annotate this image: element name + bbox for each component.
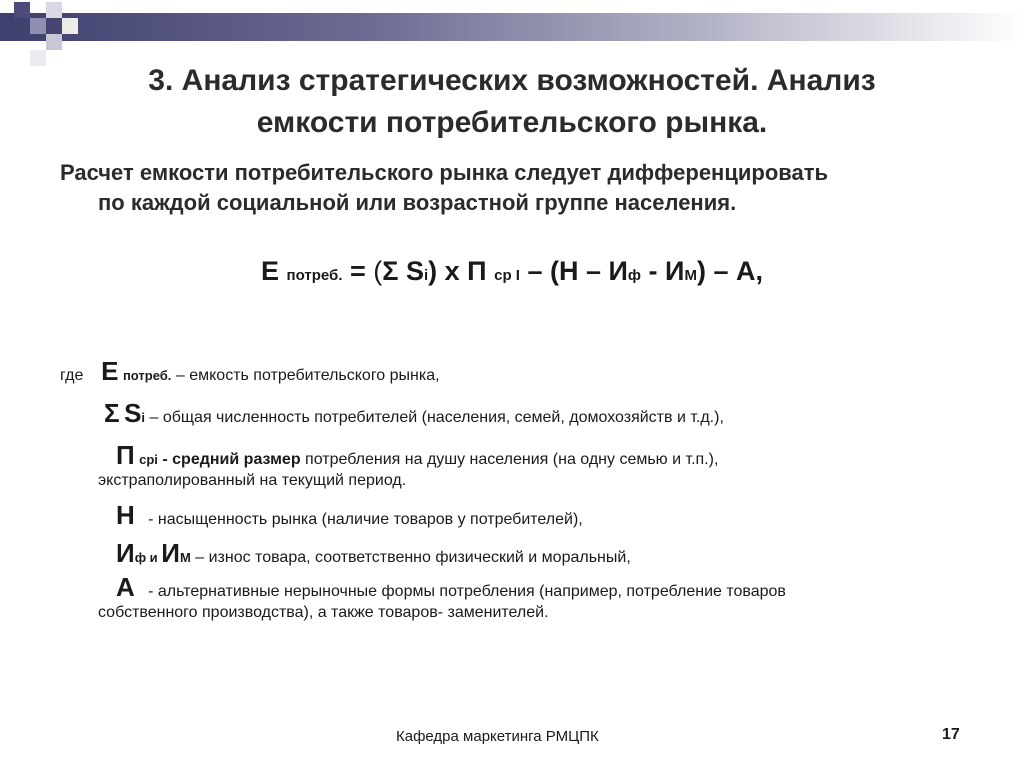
def-s-sigma: Σ [104, 398, 120, 428]
def-i-sub1: ф [134, 550, 147, 565]
decor-square [46, 2, 62, 18]
def-a-text2: собственного производства), а также товаров- заменителей. [98, 604, 549, 621]
decor-square [30, 50, 46, 66]
def-p-sub: срi [139, 452, 158, 467]
formula-m-sub: М [684, 267, 697, 284]
def-i-symbol1: И [116, 538, 135, 568]
formula-open: ( [373, 256, 383, 286]
def-p-bold: - средний размер [157, 451, 301, 468]
formula-tail: ) – [696, 256, 736, 286]
def-e-sub: потреб. [122, 368, 172, 383]
def-e-symbol: Е [101, 356, 119, 386]
def-i-and: и [146, 550, 162, 565]
def-a-cont [98, 604, 549, 622]
def-a-symbol: А [116, 572, 135, 602]
def-p-text: потребления на душу населения (на одну семью и т.п.), [300, 451, 719, 468]
def-s-sub: i [141, 410, 146, 425]
lead-paragraph [60, 158, 980, 218]
title-line-2: емкости потребительского рынка. [256, 106, 768, 139]
decor-square [14, 2, 30, 18]
formula-eq: = [350, 256, 374, 286]
formula-e-sub: потреб. [286, 267, 343, 284]
slide-title [60, 60, 964, 144]
def-e [60, 356, 440, 387]
def-i-symbol2: И [161, 538, 180, 568]
lead-line-2: по каждой социальной или возрастной группе населения. [98, 190, 737, 215]
lead-line-1: Расчет емкости потребительского рынка следует дифференцировать [60, 160, 829, 185]
formula-h-open: (Н – И [550, 256, 628, 286]
top-decor-band [0, 13, 1024, 41]
decor-square [62, 18, 78, 34]
title-line-1: 3. Анализ стратегических возможностей. Анализ [148, 64, 876, 97]
def-h-symbol: Н [116, 500, 135, 530]
def-p [116, 440, 718, 471]
def-e-prefix: где [60, 367, 84, 384]
formula-minus-i: - И [641, 256, 685, 286]
formula-close-x: ) х П [428, 256, 487, 286]
formula-f-sub: ф [627, 267, 642, 284]
def-p-text2: экстраполированный на текущий период. [98, 472, 407, 489]
def-e-text: – емкость потребительского рынка, [171, 367, 440, 384]
def-p-symbol: П [116, 440, 135, 470]
def-i-text: – износ товара, соответственно физический и моральный, [190, 549, 631, 566]
def-h [116, 500, 583, 531]
formula-s-sub: i [424, 267, 429, 284]
formula-e: Е [261, 256, 280, 286]
def-a-text: - альтернативные нерыночные формы потребления (например, потребление товаров [143, 583, 786, 600]
formula-p-sub: ср I [494, 267, 520, 284]
capacity-formula [60, 256, 964, 287]
def-i-sub2: М [179, 550, 191, 565]
def-s [104, 398, 724, 429]
page-number: 17 [942, 726, 960, 743]
formula-a: А, [735, 256, 763, 286]
decor-square [30, 18, 46, 34]
def-i [116, 538, 631, 569]
def-h-text: - насыщенность рынка (наличие товаров у потребителей), [143, 511, 583, 528]
formula-sigma: Σ [382, 256, 399, 286]
decor-square [46, 34, 62, 50]
def-a [116, 572, 786, 603]
def-s-text: – общая численность потребителей (населения, семей, домохозяйств и т.д.), [145, 409, 724, 426]
def-s-symbol: S [124, 398, 142, 428]
footer-department: Кафедра маркетинга РМЦПК [396, 728, 599, 745]
formula-s: S [398, 256, 424, 286]
def-p-cont [98, 472, 406, 490]
formula-dash: – [527, 256, 550, 286]
